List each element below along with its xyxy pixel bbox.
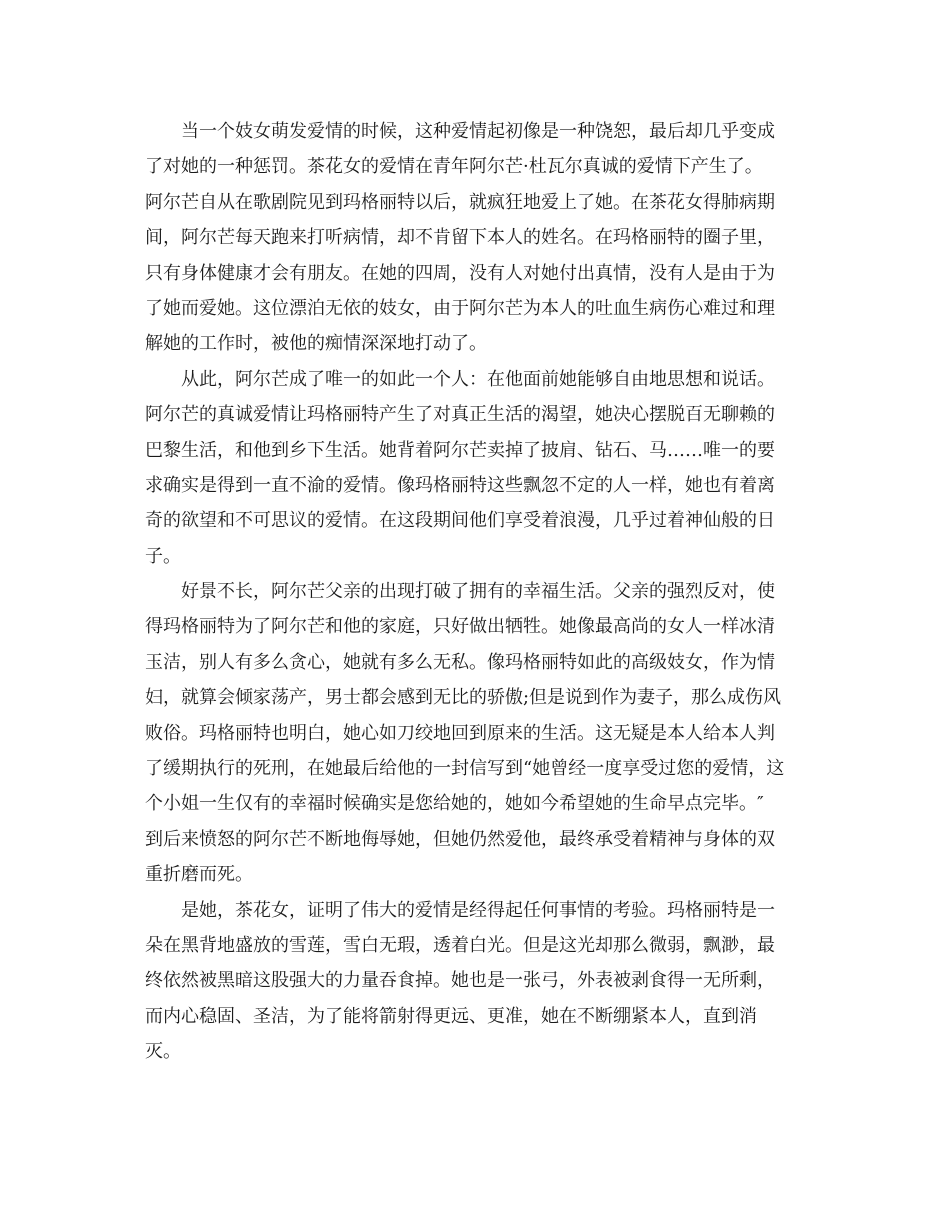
paragraph-1 — [145, 114, 810, 362]
text-line: 间，阿尔芒每天跑来打听病情，却不肯留下本人的姓名。在玛格丽特的圈子里， — [145, 227, 775, 249]
text-line: 阿尔芒自从在歌剧院见到玛格丽特以后，就疯狂地爱上了她。在茶花女得肺病期 — [145, 191, 775, 213]
document-body — [145, 114, 810, 1070]
text-line: 到后来愤怒的阿尔芒不断地侮辱她，但她仍然爱他，最终承受着精神与身体的双 — [145, 828, 775, 850]
text-line: 了她而爱她。这位漂泊无依的妓女，由于阿尔芒为本人的吐血生病伤心难过和理 — [145, 297, 775, 319]
text-line: 是她，茶花女，证明了伟大的爱情是经得起任何事情的考验。玛格丽特是一 — [181, 899, 775, 921]
text-line: 得玛格丽特为了阿尔芒和他的家庭，只好做出牺牲。她像最高尚的女人一样冰清 — [145, 616, 775, 638]
text-line: 而内心稳固、圣洁，为了能将箭射得更远、更准，她在不断绷紧本人，直到消 — [145, 1005, 757, 1027]
text-line: 子。 — [145, 545, 181, 567]
text-line: 阿尔芒的真诚爱情让玛格丽特产生了对真正生活的渴望，她决心摆脱百无聊赖的 — [145, 404, 775, 426]
text-line: 重折磨而死。 — [145, 864, 253, 886]
text-line: 个小姐一生仅有的幸福时候确实是您给她的，她如今希望她的生命早点完毕。″ — [145, 793, 764, 815]
text-line: 当一个妓女萌发爱情的时候，这种爱情起初像是一种饶恕，最后却几乎变成 — [181, 121, 775, 142]
text-line: 妇，就算会倾家荡产，男士都会感到无比的骄傲;但是说到作为妻子，那么成伤风 — [145, 687, 782, 709]
paragraph-2 — [145, 362, 810, 574]
text-line: 败俗。玛格丽特也明白，她心如刀绞地回到原来的生活。这无疑是本人给本人判 — [145, 722, 775, 744]
text-line: 解她的工作时，被他的痴情深深地打动了。 — [145, 333, 487, 355]
text-line: 了缓期执行的死刑，在她最后给他的一封信写到“她曾经一度享受过您的爱情，这 — [145, 758, 785, 780]
text-line: 朵在黑背地盛放的雪莲，雪白无瑕，透着白光。但是这光却那么微弱，飘渺，最 — [145, 934, 775, 956]
text-line: 玉洁，别人有多么贪心，她就有多么无私。像玛格丽特如此的高级妓女，作为情 — [145, 651, 775, 673]
text-line: 奇的欲望和不可思议的爱情。在这段期间他们享受着浪漫，几乎过着神仙般的日 — [145, 510, 775, 532]
text-line: 只有身体健康才会有朋友。在她的四周，没有人对她付出真情，没有人是由于为 — [145, 262, 775, 284]
text-line: 了对她的一种惩罚。茶花女的爱情在青年阿尔芒·杜瓦尔真诚的爱情下产生了。 — [145, 156, 763, 178]
text-line: 求确实是得到一直不渝的爱情。像玛格丽特这些飘忽不定的人一样，她也有着离 — [145, 474, 775, 496]
text-line: 终依然被黑暗这股强大的力量吞食掉。她也是一张弓，外表被剥食得一无所剩， — [145, 970, 775, 992]
text-line: 好景不长，阿尔芒父亲的出现打破了拥有的幸福生活。父亲的强烈反对，使 — [181, 581, 775, 603]
text-line: 从此，阿尔芒成了唯一的如此一个人：在他面前她能够自由地思想和说话。 — [181, 368, 775, 390]
text-line: 巴黎生活，和他到乡下生活。她背着阿尔芒卖掉了披肩、钻石、马……唯一的要 — [145, 439, 775, 461]
paragraph-4 — [145, 893, 810, 1070]
paragraph-3 — [145, 574, 810, 893]
text-line: 灭。 — [145, 1041, 181, 1063]
